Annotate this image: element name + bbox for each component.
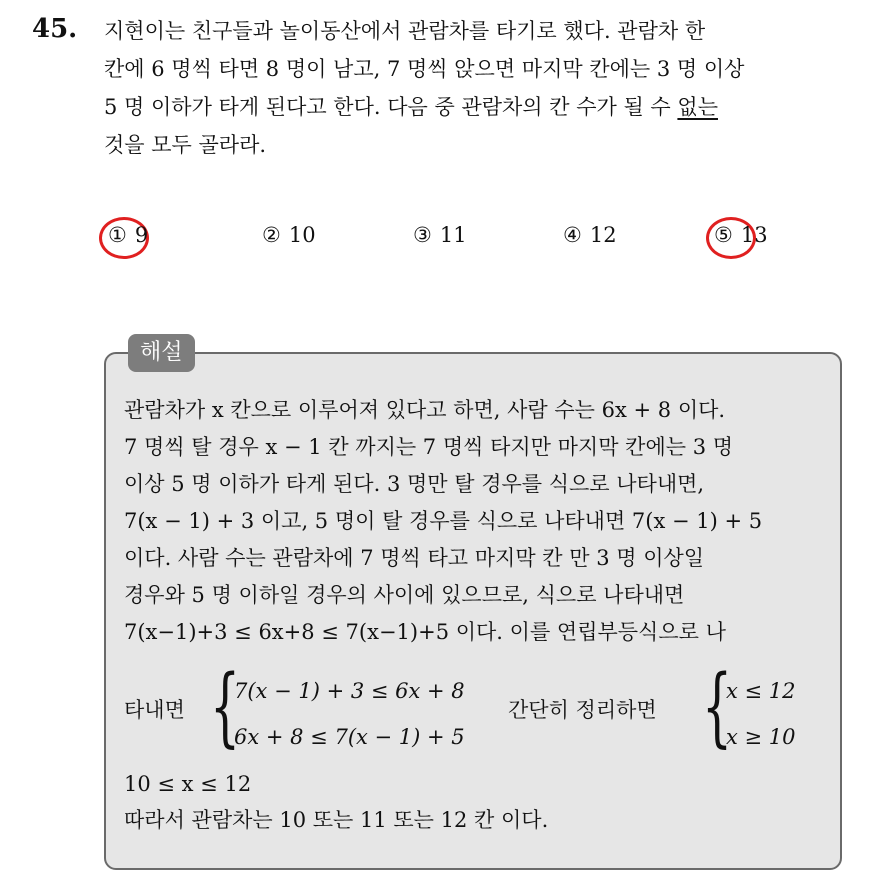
choice-4-value: 12 [589, 223, 617, 247]
left-brace-2: { [702, 657, 733, 757]
choice-2-value: 10 [288, 223, 316, 247]
system-2-line-1: x ≤ 12 [726, 679, 796, 703]
question-text [104, 12, 864, 164]
choice-4-symbol: ④ [563, 223, 582, 247]
question-line-4: 것을 모두 골라라. [104, 133, 267, 157]
question-line-2: 칸에 6 명씩 타면 8 명이 남고, 7 명씩 앉으면 마지막 칸에는 3 명 이상 [104, 57, 745, 81]
result-line: 10 ≤ x ≤ 12 [124, 772, 252, 796]
choice-4[interactable] [563, 218, 617, 252]
question-line-3-text: 5 명 이하가 타게 된다고 한다. 다음 중 관람차의 칸 수가 될 수 [104, 95, 678, 119]
choice-5[interactable] [714, 218, 768, 252]
choice-1-value: 9 [134, 223, 149, 247]
choice-2[interactable] [262, 218, 316, 252]
solution-final [124, 766, 834, 838]
question-line-3 [104, 88, 864, 126]
system-1-line-1: 7(x − 1) + 3 ≤ 6x + 8 [234, 679, 465, 703]
system-2-line-2: x ≥ 10 [726, 725, 796, 749]
solution-line-1: 관람차가 x 칸으로 이루어져 있다고 하면, 사람 수는 6x + 8 이다. [124, 398, 726, 422]
choice-5-value: 13 [740, 223, 768, 247]
choice-3[interactable] [413, 218, 467, 252]
system-label: 타내면 [124, 698, 185, 722]
left-brace-1: { [210, 657, 241, 757]
solution-line-5: 이다. 사람 수는 관람차에 7 명씩 타고 마지막 칸 만 3 명 이상일 [124, 546, 705, 570]
system-2 [726, 668, 796, 760]
choice-5-symbol: ⑤ [714, 223, 733, 247]
choice-3-value: 11 [439, 223, 467, 247]
question-number: 45. [32, 14, 78, 44]
solution-tag: 해설 [128, 334, 195, 372]
underlined-word: 없는 [677, 95, 718, 119]
choice-2-symbol: ② [262, 223, 281, 247]
solution-line-2: 7 명씩 탈 경우 x − 1 칸 까지는 7 명씩 타지만 마지막 칸에는 3 명 [124, 435, 734, 459]
conclusion-line: 따라서 관람차는 10 또는 11 또는 12 칸 이다. [124, 808, 549, 832]
solution-line-3: 이상 5 명 이하가 타게 된다. 3 명만 탈 경우를 식으로 나타내면, [124, 472, 705, 496]
system-1 [234, 668, 465, 760]
solution-line-6: 경우와 5 명 이하일 경우의 사이에 있으므로, 식으로 나타내면 [124, 583, 685, 607]
solution-line-4: 7(x − 1) + 3 이고, 5 명이 탈 경우를 식으로 나타내면 7(x − 1) + 5 [124, 509, 763, 533]
solution-line-7: 7(x−1)+3 ≤ 6x+8 ≤ 7(x−1)+5 이다. 이를 연립부등식으로 나 [124, 620, 726, 644]
middle-label: 간단히 정리하면 [508, 698, 657, 722]
choice-3-symbol: ③ [413, 223, 432, 247]
choice-1-symbol: ① [108, 223, 127, 247]
system-1-line-2: 6x + 8 ≤ 7(x − 1) + 5 [234, 725, 465, 749]
solution-text [124, 392, 834, 651]
question-line-1: 지현이는 친구들과 놀이동산에서 관람차를 타기로 했다. 관람차 한 [104, 19, 706, 43]
answer-choices [0, 218, 884, 254]
inequality-system-row [124, 657, 834, 764]
choice-1[interactable] [108, 218, 148, 252]
